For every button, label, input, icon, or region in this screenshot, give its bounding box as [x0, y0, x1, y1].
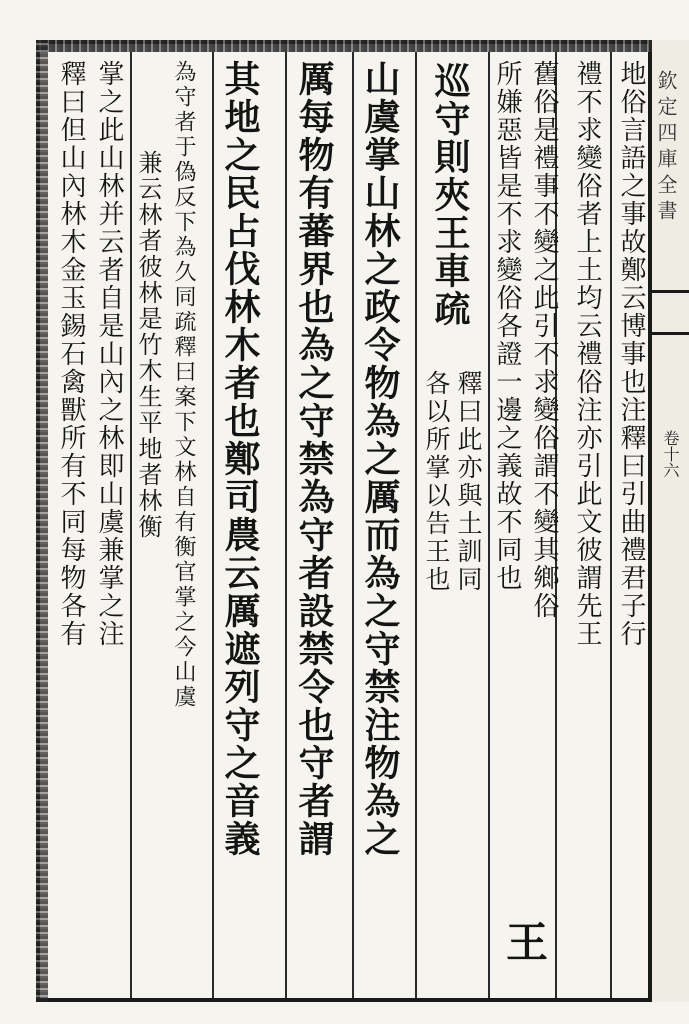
text-column-2: 禮不求變俗者上土均云禮俗注亦引此文彼謂先王: [572, 60, 602, 648]
column-rule: [415, 52, 417, 998]
text-column-3: 舊俗是禮事不變之此引不求變俗謂不變其鄉俗: [529, 60, 559, 620]
book-edge-title: 欽定四庫全書: [654, 70, 678, 226]
column-rule: [610, 52, 612, 998]
column-rule: [285, 52, 287, 998]
text-column-8: 其地之民占伐林木者也鄭司農云厲遮列守之音義: [219, 60, 261, 858]
text-column-1: 地俗言語之事故鄭云博事也注釋曰引曲禮君子行: [616, 60, 646, 648]
text-column-9: 為守者于偽反下為久同疏釋曰案下文林自有衡官掌之今山虞: [171, 60, 196, 710]
annotation-line-1: 釋曰此亦與土訓同: [454, 370, 483, 594]
column-rule: [130, 52, 132, 998]
column-rule: [352, 52, 354, 998]
text-column-6: 山虞掌山林之政令物為之厲而為之守禁注物為之: [359, 60, 401, 858]
left-border-band: [36, 40, 48, 1002]
annotation-line-2: 各以所掌以告王也: [422, 370, 451, 594]
column-rule: [212, 52, 214, 998]
book-edge-fishtail: [652, 290, 689, 335]
text-column-4: 所嫌惡皆是不求變俗各證一邊之義故不同也: [492, 60, 522, 592]
top-border-band: [36, 40, 652, 52]
wang-character-mark: 王: [506, 918, 549, 967]
page-frame: [36, 40, 652, 1002]
volume-number: 卷十六: [661, 430, 680, 478]
text-column-12: 釋曰但山內林木金玉錫石禽獸所有不同每物各有: [56, 60, 86, 648]
text-column-7: 厲每物有蕃界也為之守禁為守者設禁令也守者謂: [293, 60, 335, 858]
column-rule: [488, 52, 490, 998]
text-column-5-heading: 巡守則夾王車疏: [429, 62, 471, 328]
text-column-10: 兼云林者彼林是竹木生平地者林衡: [134, 150, 162, 540]
text-column-11: 掌之此山林并云者自是山內之林即山虞兼掌之注: [94, 60, 124, 648]
